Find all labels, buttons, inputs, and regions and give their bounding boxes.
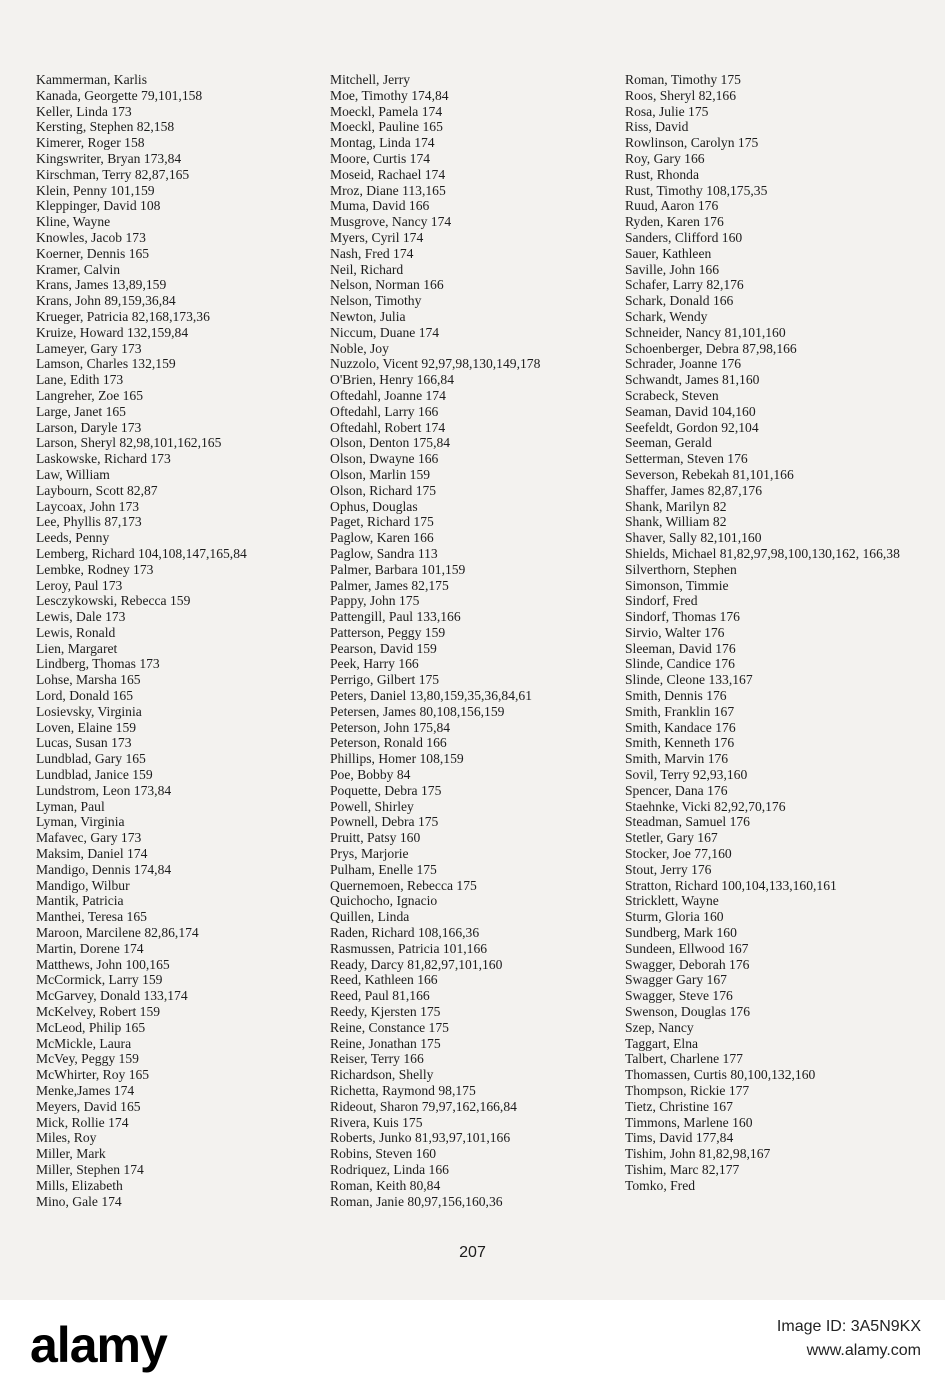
index-entry: Oftedahl, Larry 166 (330, 403, 439, 419)
index-entry: Krans, James 13,89,159 (36, 277, 167, 293)
index-entry: Nelson, Timothy (330, 293, 422, 309)
index-entry: Phillips, Homer 108,159 (330, 751, 464, 767)
index-entry: Lord, Donald 165 (36, 688, 134, 704)
index-entry: O'Brien, Henry 166,84 (330, 372, 455, 388)
index-column-3 (625, 72, 925, 1194)
index-entry: Quernemoen, Rebecca 175 (330, 877, 477, 893)
index-entry: Taggart, Elna (625, 1035, 699, 1051)
index-entry: Olson, Dwayne 166 (330, 451, 439, 467)
index-entry: Paglow, Sandra 113 (330, 545, 438, 561)
index-entry: Schafer, Larry 82,176 (625, 277, 744, 293)
index-entry: Ready, Darcy 81,82,97,101,160 (330, 956, 503, 972)
index-entry: Langreher, Zoe 165 (36, 387, 144, 403)
index-entry: Lemberg, Richard 104,108,147,165,84 (36, 545, 247, 561)
index-entry: Palmer, Barbara 101,159 (330, 561, 466, 577)
index-entry: Saville, John 166 (625, 261, 720, 277)
index-entry: Schrader, Joanne 176 (625, 356, 742, 372)
index-entry: Swagger Gary 167 (625, 972, 727, 988)
index-entry: Smith, Marvin 176 (625, 751, 729, 767)
index-entry: Steadman, Samuel 176 (625, 814, 750, 830)
index-entry: Kammerman, Karlis (36, 72, 147, 87)
index-entry: Sundeen, Ellwood 167 (625, 940, 749, 956)
index-entry: McGarvey, Donald 133,174 (36, 988, 188, 1004)
index-entry: Rideout, Sharon 79,97,162,166,84 (330, 1098, 517, 1114)
index-entry: Mitchell, Jerry (330, 72, 411, 87)
index-entry: Roman, Keith 80,84 (330, 1177, 441, 1193)
index-entry: Reed, Paul 81,166 (330, 988, 430, 1004)
index-entry: Neil, Richard (330, 261, 404, 277)
index-entry: Pruitt, Patsy 160 (330, 830, 421, 846)
index-entry: Lamson, Charles 132,159 (36, 356, 176, 372)
index-entry: Lewis, Dale 173 (36, 609, 126, 625)
index-entry: Meyers, David 165 (36, 1098, 141, 1114)
index-entry: Paget, Richard 175 (330, 514, 434, 530)
index-column-2 (330, 72, 630, 1209)
index-entry: Reiser, Terry 166 (330, 1051, 424, 1067)
index-entry: Maksim, Daniel 174 (36, 846, 148, 862)
index-entry: Loven, Elaine 159 (36, 719, 137, 735)
index-entry: Schark, Wendy (625, 308, 708, 324)
index-entry: Smith, Kenneth 176 (625, 735, 735, 751)
index-entry: Smith, Kandace 176 (625, 719, 736, 735)
index-entry: Lundblad, Janice 159 (36, 767, 153, 783)
index-entry: Larson, Daryle 173 (36, 419, 142, 435)
index-entry: Losievsky, Virginia (36, 703, 142, 719)
index-entry: Smith, Franklin 167 (625, 703, 735, 719)
index-entry: Palmer, James 82,175 (330, 577, 449, 593)
index-entry: Schwandt, James 81,160 (625, 372, 760, 388)
index-entry: Lohse, Marsha 165 (36, 672, 141, 688)
index-entry: Lien, Margaret (36, 640, 118, 656)
index-entry: Roy, Gary 166 (625, 150, 705, 166)
index-entry: Peters, Daniel 13,80,159,35,36,84,61 (330, 688, 532, 704)
index-entry: Mills, Elizabeth (36, 1177, 123, 1193)
index-entry: Robins, Steven 160 (330, 1146, 437, 1162)
page-number: 207 (459, 1244, 486, 1261)
index-entry: Richetta, Raymond 98,175 (330, 1083, 476, 1098)
index-entry: Lundblad, Gary 165 (36, 751, 146, 767)
index-entry: Moeckl, Pamela 174 (330, 103, 443, 119)
index-entry: Sauer, Kathleen (625, 245, 712, 261)
index-entry: Roman, Timothy 175 (625, 72, 741, 87)
index-entry: Mantik, Patricia (36, 893, 124, 909)
index-entry: McKelvey, Robert 159 (36, 1004, 161, 1020)
index-entry: Quillen, Linda (330, 909, 410, 925)
index-entry: Klein, Penny 101,159 (36, 182, 155, 198)
index-entry: Tishim, Marc 82,177 (625, 1161, 740, 1177)
index-entry: Scrabeck, Steven (625, 387, 719, 403)
index-entry: Maroon, Marcilene 82,86,174 (36, 925, 199, 941)
index-entry: Musgrove, Nancy 174 (330, 214, 452, 230)
index-entry: Leroy, Paul 173 (36, 577, 123, 593)
index-entry: Kramer, Calvin (36, 261, 121, 277)
index-entry: Quichocho, Ignacio (330, 893, 438, 909)
index-entry: Silverthorn, Stephen (625, 561, 737, 577)
index-entry: Perrigo, Gilbert 175 (330, 672, 440, 688)
index-entry: Mandigo, Wilbur (36, 877, 130, 893)
index-entry: Miles, Roy (36, 1130, 97, 1146)
index-entry: Reedy, Kjersten 175 (330, 1004, 441, 1020)
index-entry: Lembke, Rodney 173 (36, 561, 154, 577)
index-entry: Raden, Richard 108,166,36 (330, 925, 480, 941)
index-entry: Mandigo, Dennis 174,84 (36, 861, 172, 877)
index-entry: Newton, Julia (330, 308, 406, 324)
index-entry: Sovil, Terry 92,93,160 (625, 767, 748, 783)
image-id-text: Image ID: 3A5N9KX (776, 1318, 921, 1335)
index-entry: Poe, Bobby 84 (330, 767, 411, 783)
index-entry: Swagger, Deborah 176 (625, 956, 750, 972)
index-entry: Ruud, Aaron 176 (625, 198, 719, 214)
index-entry: Martin, Dorene 174 (36, 940, 144, 956)
index-entry: Moseid, Rachael 174 (330, 166, 446, 182)
index-entry: Rust, Rhonda (625, 166, 700, 182)
index-entry: Menke,James 174 (36, 1083, 135, 1098)
index-entry: Tishim, John 81,82,98,167 (625, 1146, 771, 1162)
index-entry: Leeds, Penny (36, 530, 110, 546)
index-entry: Nash, Fred 174 (330, 245, 414, 261)
index-entry: Thomassen, Curtis 80,100,132,160 (625, 1067, 816, 1083)
index-entry: Lindberg, Thomas 173 (36, 656, 160, 672)
index-entry: Riss, David (625, 119, 689, 135)
index-entry: Peek, Harry 166 (330, 656, 419, 672)
index-entry: Rodriquez, Linda 166 (330, 1161, 449, 1177)
index-entry: Lundstrom, Leon 173,84 (36, 782, 172, 798)
stock-footer (0, 1300, 945, 1390)
index-entry: Poquette, Debra 175 (330, 782, 442, 798)
index-entry: Schneider, Nancy 81,101,160 (625, 324, 786, 340)
index-entry: Staehnke, Vicki 82,92,70,176 (625, 798, 786, 814)
index-entry: Peterson, Ronald 166 (330, 735, 447, 751)
index-entry: Oftedahl, Joanne 174 (330, 387, 446, 403)
index-entry: Roman, Janie 80,97,156,160,36 (330, 1193, 503, 1209)
index-entry: Lewis, Ronald (36, 624, 116, 640)
index-entry: Setterman, Steven 176 (625, 451, 748, 467)
index-entry: Kruize, Howard 132,159,84 (36, 324, 189, 340)
index-entry: Szep, Nancy (625, 1019, 694, 1035)
index-entry: Sturm, Gloria 160 (625, 909, 724, 925)
index-entry: Lee, Phyllis 87,173 (36, 514, 142, 530)
index-entry: Olson, Denton 175,84 (330, 435, 451, 451)
index-entry: Stocker, Joe 77,160 (625, 846, 732, 862)
index-entry: Kimerer, Roger 158 (36, 135, 145, 151)
footer-id-block (777, 1318, 921, 1360)
index-entry: McWhirter, Roy 165 (36, 1067, 150, 1083)
index-entry: Lane, Edith 173 (36, 372, 124, 388)
index-entry: Rosa, Julie 175 (625, 103, 709, 119)
index-entry: Miller, Mark (36, 1146, 106, 1162)
index-entry: Patterson, Peggy 159 (330, 624, 446, 640)
index-entry: Tims, David 177,84 (625, 1130, 734, 1146)
index-entry: Rivera, Kuis 175 (330, 1114, 423, 1130)
index-entry: Timmons, Marlene 160 (625, 1114, 753, 1130)
index-entry: Kanada, Georgette 79,101,158 (36, 87, 203, 103)
index-entry: Sindorf, Fred (625, 593, 698, 609)
index-entry: Lesczykowski, Rebecca 159 (36, 593, 191, 609)
index-entry: Olson, Richard 175 (330, 482, 437, 498)
index-entry: Pulham, Enelle 175 (330, 861, 437, 877)
index-entry: Muma, David 166 (330, 198, 430, 214)
index-entry: Reine, Constance 175 (330, 1019, 449, 1035)
index-entry: Pownell, Debra 175 (330, 814, 439, 830)
index-entry: Kingswriter, Bryan 173,84 (36, 150, 182, 166)
index-entry: Roberts, Junko 81,93,97,101,166 (330, 1130, 511, 1146)
index-entry: Rust, Timothy 108,175,35 (625, 182, 768, 198)
index-entry: Shaver, Sally 82,101,160 (625, 530, 762, 546)
index-entry: Rowlinson, Carolyn 175 (625, 135, 759, 151)
index-entry: McMickle, Laura (36, 1035, 132, 1051)
index-entry: Kersting, Stephen 82,158 (36, 119, 175, 135)
index-entry: Moeckl, Pauline 165 (330, 119, 443, 135)
index-entry: Tietz, Christine 167 (625, 1098, 733, 1114)
index-entry: Shank, William 82 (625, 514, 727, 530)
index-entry: Mick, Rollie 174 (36, 1114, 129, 1130)
index-entry: Keller, Linda 173 (36, 103, 132, 119)
index-entry: Matthews, John 100,165 (36, 956, 170, 972)
index-entry: McCormick, Larry 159 (36, 972, 163, 988)
index-entry: Myers, Cyril 174 (330, 229, 424, 245)
index-entry: Mino, Gale 174 (36, 1193, 122, 1209)
index-entry: Thompson, Rickie 177 (625, 1083, 750, 1098)
index-entry: Swagger, Steve 176 (625, 988, 733, 1004)
index-entry: Nelson, Norman 166 (330, 277, 444, 293)
index-entry: Reed, Kathleen 166 (330, 972, 438, 988)
index-entry: Niccum, Duane 174 (330, 324, 440, 340)
index-entry: Mafavec, Gary 173 (36, 830, 142, 846)
index-entry: Richardson, Shelly (330, 1067, 434, 1083)
index-entry: Kirschman, Terry 82,87,165 (36, 166, 190, 182)
index-entry: Smith, Dennis 176 (625, 688, 727, 704)
index-entry: Talbert, Charlene 177 (625, 1051, 743, 1067)
index-entry: Reine, Jonathan 175 (330, 1035, 441, 1051)
index-entry: Pearson, David 159 (330, 640, 437, 656)
index-entry: Roos, Sheryl 82,166 (625, 87, 737, 103)
index-entry: Shank, Marilyn 82 (625, 498, 727, 514)
alamy-logo: alamy (30, 1317, 167, 1373)
index-column-1 (36, 72, 336, 1209)
index-entry: Mroz, Diane 113,165 (330, 182, 446, 198)
index-entry: Nuzzolo, Vicent 92,97,98,130,149,178 (330, 356, 541, 372)
index-entry: Sindorf, Thomas 176 (625, 609, 740, 625)
index-entry: Law, William (36, 466, 110, 482)
index-entry: Stratton, Richard 100,104,133,160,161 (625, 877, 837, 893)
index-entry: Pappy, John 175 (330, 593, 420, 609)
index-entry: Schoenberger, Debra 87,98,166 (625, 340, 797, 356)
index-entry: Severson, Rebekah 81,101,166 (625, 466, 794, 482)
index-entry: Stetler, Gary 167 (625, 830, 718, 846)
index-entry: Olson, Marlin 159 (330, 466, 431, 482)
index-entry: Tomko, Fred (625, 1177, 696, 1193)
index-entry: Ophus, Douglas (330, 498, 418, 514)
index-entry: Rasmussen, Patricia 101,166 (330, 940, 488, 956)
site-url-text: www.alamy.com (806, 1342, 921, 1359)
index-entry: Noble, Joy (330, 340, 389, 356)
index-entry: Montag, Linda 174 (330, 135, 435, 151)
index-entry: Miller, Stephen 174 (36, 1161, 144, 1177)
index-entry: Lameyer, Gary 173 (36, 340, 142, 356)
index-entry: Stout, Jerry 176 (625, 861, 712, 877)
index-entry: Prys, Marjorie (330, 846, 409, 862)
index-entry: Manthei, Teresa 165 (36, 909, 147, 925)
index-entry: Moe, Timothy 174,84 (330, 87, 449, 103)
index-entry: Powell, Shirley (330, 798, 414, 814)
index-entry: Schark, Donald 166 (625, 293, 734, 309)
index-entry: Krueger, Patricia 82,168,173,36 (36, 308, 210, 324)
index-entry: Spencer, Dana 176 (625, 782, 728, 798)
index-entry: Pattengill, Paul 133,166 (330, 609, 461, 625)
index-entry: Ryden, Karen 176 (625, 214, 724, 230)
index-entry: Sirvio, Walter 176 (625, 624, 725, 640)
index-entry: Koerner, Dennis 165 (36, 245, 150, 261)
index-entry: Lucas, Susan 173 (36, 735, 132, 751)
index-entry: Petersen, James 80,108,156,159 (330, 703, 505, 719)
index-entry: Swenson, Douglas 176 (625, 1004, 750, 1020)
index-entry: Kleppinger, David 108 (36, 198, 161, 214)
index-entry: Shaffer, James 82,87,176 (625, 482, 763, 498)
index-entry: Shields, Michael 81,82,97,98,100,130,162, 166,38 (625, 545, 900, 561)
index-entry: Lyman, Paul (36, 798, 105, 814)
index-entry: Sanders, Clifford 160 (625, 229, 743, 245)
index-entry: Simonson, Timmie (625, 577, 729, 593)
index-entry: Sundberg, Mark 160 (625, 925, 737, 941)
index-entry: Seaman, David 104,160 (625, 403, 756, 419)
index-entry: Peterson, John 175,84 (330, 719, 451, 735)
index-entry: McVey, Peggy 159 (36, 1051, 139, 1067)
index-entry: Sleeman, David 176 (625, 640, 736, 656)
index-entry: Lyman, Virginia (36, 814, 125, 830)
index-entry: Laycoax, John 173 (36, 498, 140, 514)
index-entry: Larson, Sheryl 82,98,101,162,165 (36, 435, 222, 451)
index-entry: Seeman, Gerald (625, 435, 712, 451)
index-entry: Laskowske, Richard 173 (36, 451, 171, 467)
index-entry: Laybourn, Scott 82,87 (36, 482, 158, 498)
index-entry: Paglow, Karen 166 (330, 530, 434, 546)
index-entry: Large, Janet 165 (36, 403, 126, 419)
index-entry: Oftedahl, Robert 174 (330, 419, 446, 435)
index-entry: Stricklett, Wayne (625, 893, 719, 909)
index-entry: Slinde, Cleone 133,167 (625, 672, 753, 688)
index-entry: Moore, Curtis 174 (330, 150, 431, 166)
index-entry: Seefeldt, Gordon 92,104 (625, 419, 759, 435)
index-entry: Kline, Wayne (36, 214, 111, 230)
index-entry: Krans, John 89,159,36,84 (36, 293, 176, 309)
index-entry: Knowles, Jacob 173 (36, 229, 146, 245)
index-entry: Slinde, Candice 176 (625, 656, 735, 672)
index-entry: McLeod, Philip 165 (36, 1019, 146, 1035)
